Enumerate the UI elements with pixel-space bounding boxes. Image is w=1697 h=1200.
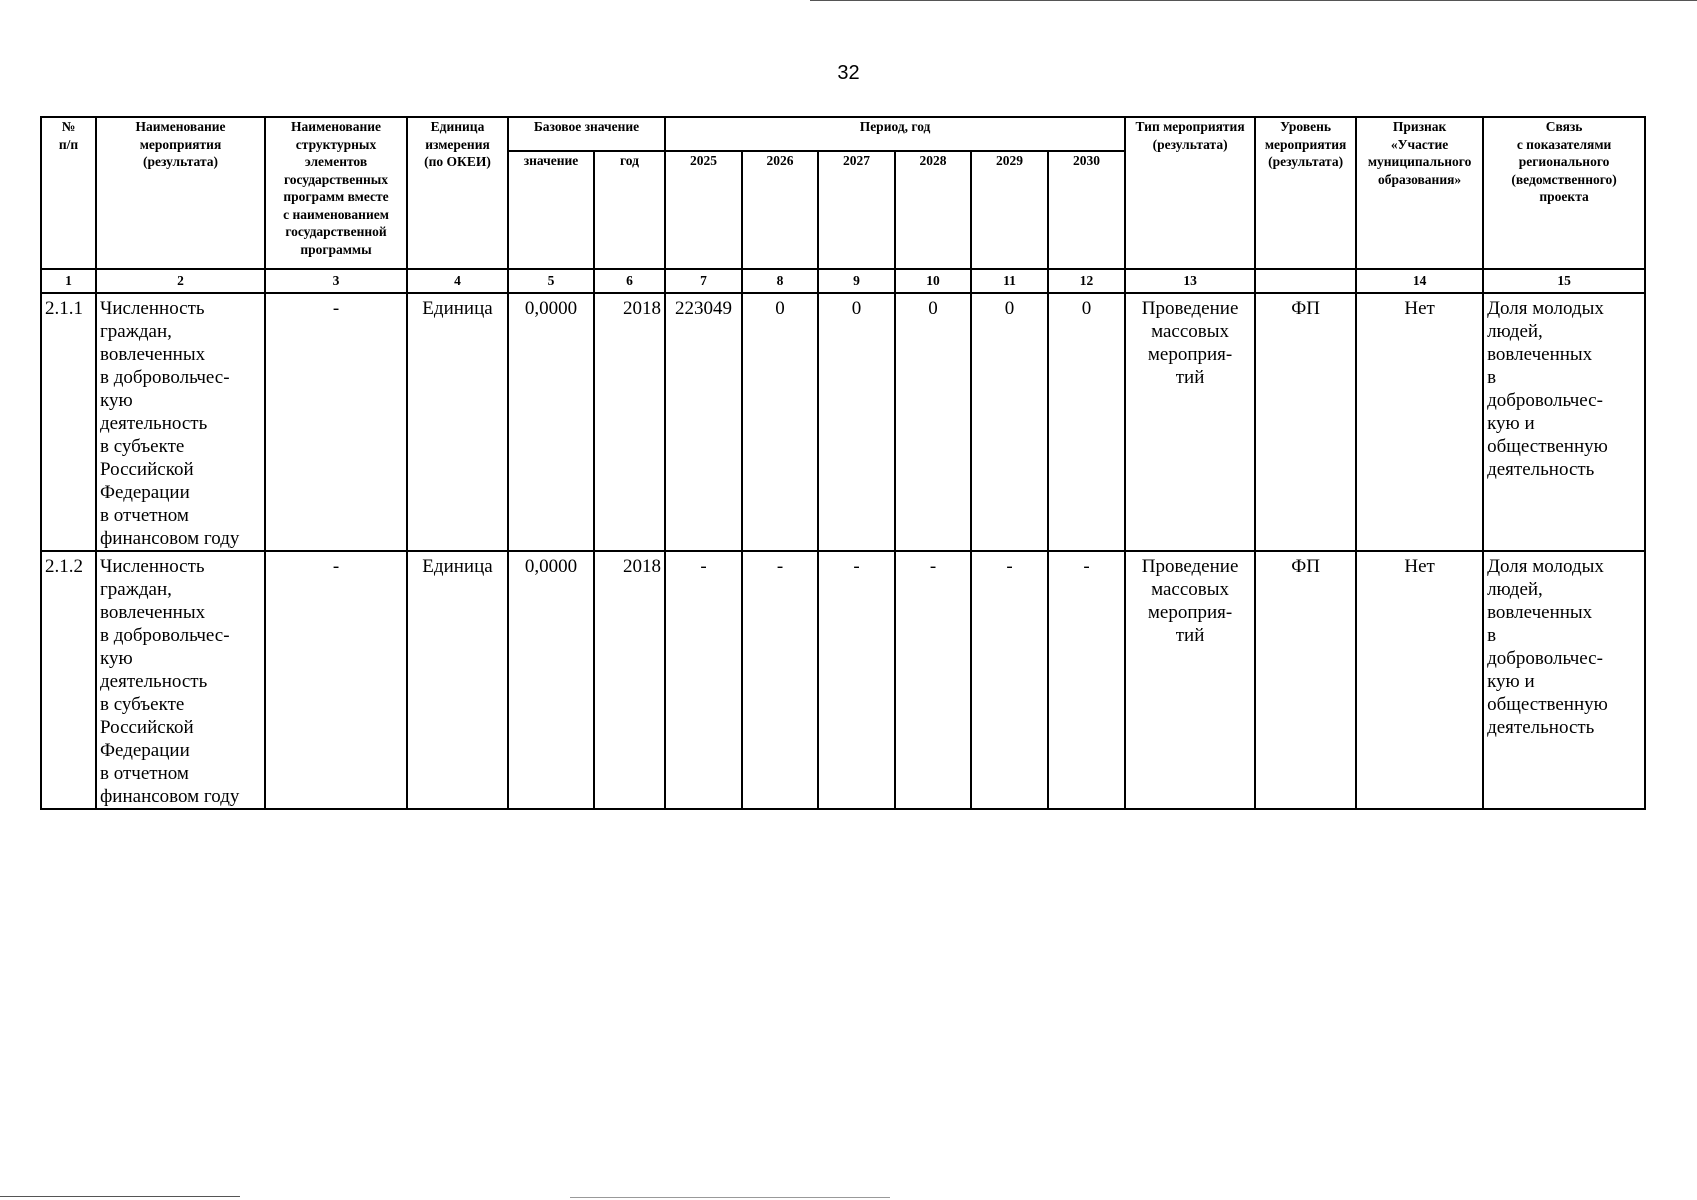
activity-level: ФП bbox=[1255, 293, 1356, 551]
header-municipal-participation: Признак «Участие муниципального образования» bbox=[1356, 117, 1483, 269]
column-number-row bbox=[41, 269, 1645, 293]
column-number: 6 bbox=[594, 269, 665, 293]
structural-element: - bbox=[265, 293, 407, 551]
header-activity-name: Наименование мероприятия (результата) bbox=[96, 117, 265, 269]
column-number: 13 bbox=[1125, 269, 1255, 293]
header-base-value-value: значение bbox=[508, 151, 594, 269]
header-year: 2026 bbox=[742, 151, 818, 269]
column-number: 1 bbox=[41, 269, 96, 293]
year-value: 0 bbox=[1048, 293, 1125, 551]
scan-edge-line-top bbox=[810, 0, 1697, 1]
header-project-link: Связь с показателями регионального (ведомственного) проекта bbox=[1483, 117, 1645, 269]
scan-edge-line-bottom-center bbox=[570, 1197, 890, 1198]
table-row bbox=[41, 293, 1645, 551]
column-number: 14 bbox=[1356, 269, 1483, 293]
year-value: - bbox=[895, 551, 971, 809]
year-value: 223049 bbox=[665, 293, 742, 551]
header-year: 2027 bbox=[818, 151, 895, 269]
column-number: 7 bbox=[665, 269, 742, 293]
header-number: № п/п bbox=[41, 117, 96, 269]
year-value: 0 bbox=[742, 293, 818, 551]
header-year: 2029 bbox=[971, 151, 1048, 269]
header-period: Период, год bbox=[665, 117, 1125, 151]
base-value: 0,0000 bbox=[508, 551, 594, 809]
column-number bbox=[1255, 269, 1356, 293]
activities-table bbox=[40, 116, 1646, 810]
activity-type: Проведение массовых мероприя- тий bbox=[1125, 551, 1255, 809]
project-link: Доля молодых людей, вовлеченных в добровольчес- кую и общественную деятельность bbox=[1483, 293, 1645, 551]
header-activity-level: Уровень мероприятия (результата) bbox=[1255, 117, 1356, 269]
year-value: - bbox=[1048, 551, 1125, 809]
header-structural-elements: Наименование структурных элементов государственных программ вместе с наименованием государственной программы bbox=[265, 117, 407, 269]
column-number: 11 bbox=[971, 269, 1048, 293]
year-value: 0 bbox=[971, 293, 1048, 551]
base-year: 2018 bbox=[594, 293, 665, 551]
base-value: 0,0000 bbox=[508, 293, 594, 551]
year-value: - bbox=[665, 551, 742, 809]
header-activity-type: Тип мероприятия (результата) bbox=[1125, 117, 1255, 269]
activity-name: Численность граждан, вовлеченных в добровольчес- кую деятельность в субъекте Российской Федерации в отчетном финансовом году bbox=[96, 293, 265, 551]
activity-level: ФП bbox=[1255, 551, 1356, 809]
header-year: 2030 bbox=[1048, 151, 1125, 269]
activity-name: Численность граждан, вовлеченных в добровольчес- кую деятельность в субъекте Российской Федерации в отчетном финансовом году bbox=[96, 551, 265, 809]
column-number: 10 bbox=[895, 269, 971, 293]
column-number: 15 bbox=[1483, 269, 1645, 293]
header-base-value: Базовое значение bbox=[508, 117, 665, 151]
activity-type: Проведение массовых мероприя- тий bbox=[1125, 293, 1255, 551]
project-link: Доля молодых людей, вовлеченных в добровольчес- кую и общественную деятельность bbox=[1483, 551, 1645, 809]
year-value: - bbox=[742, 551, 818, 809]
row-number: 2.1.1 bbox=[41, 293, 96, 551]
column-number: 5 bbox=[508, 269, 594, 293]
column-number: 3 bbox=[265, 269, 407, 293]
header-unit: Единица измерения (по ОКЕИ) bbox=[407, 117, 508, 269]
column-number: 9 bbox=[818, 269, 895, 293]
column-number: 12 bbox=[1048, 269, 1125, 293]
header-base-value-year: год bbox=[594, 151, 665, 269]
year-value: - bbox=[818, 551, 895, 809]
header-row bbox=[41, 117, 1645, 151]
structural-element: - bbox=[265, 551, 407, 809]
year-value: - bbox=[971, 551, 1048, 809]
base-year: 2018 bbox=[594, 551, 665, 809]
scan-edge-line-bottom bbox=[0, 1196, 240, 1197]
header-year: 2025 bbox=[665, 151, 742, 269]
unit: Единица bbox=[407, 293, 508, 551]
header-year: 2028 bbox=[895, 151, 971, 269]
municipal-participation: Нет bbox=[1356, 293, 1483, 551]
table-row bbox=[41, 551, 1645, 809]
unit: Единица bbox=[407, 551, 508, 809]
column-number: 2 bbox=[96, 269, 265, 293]
year-value: 0 bbox=[895, 293, 971, 551]
row-number: 2.1.2 bbox=[41, 551, 96, 809]
column-number: 8 bbox=[742, 269, 818, 293]
page-number: 32 bbox=[837, 62, 860, 84]
municipal-participation: Нет bbox=[1356, 551, 1483, 809]
year-value: 0 bbox=[818, 293, 895, 551]
column-number: 4 bbox=[407, 269, 508, 293]
